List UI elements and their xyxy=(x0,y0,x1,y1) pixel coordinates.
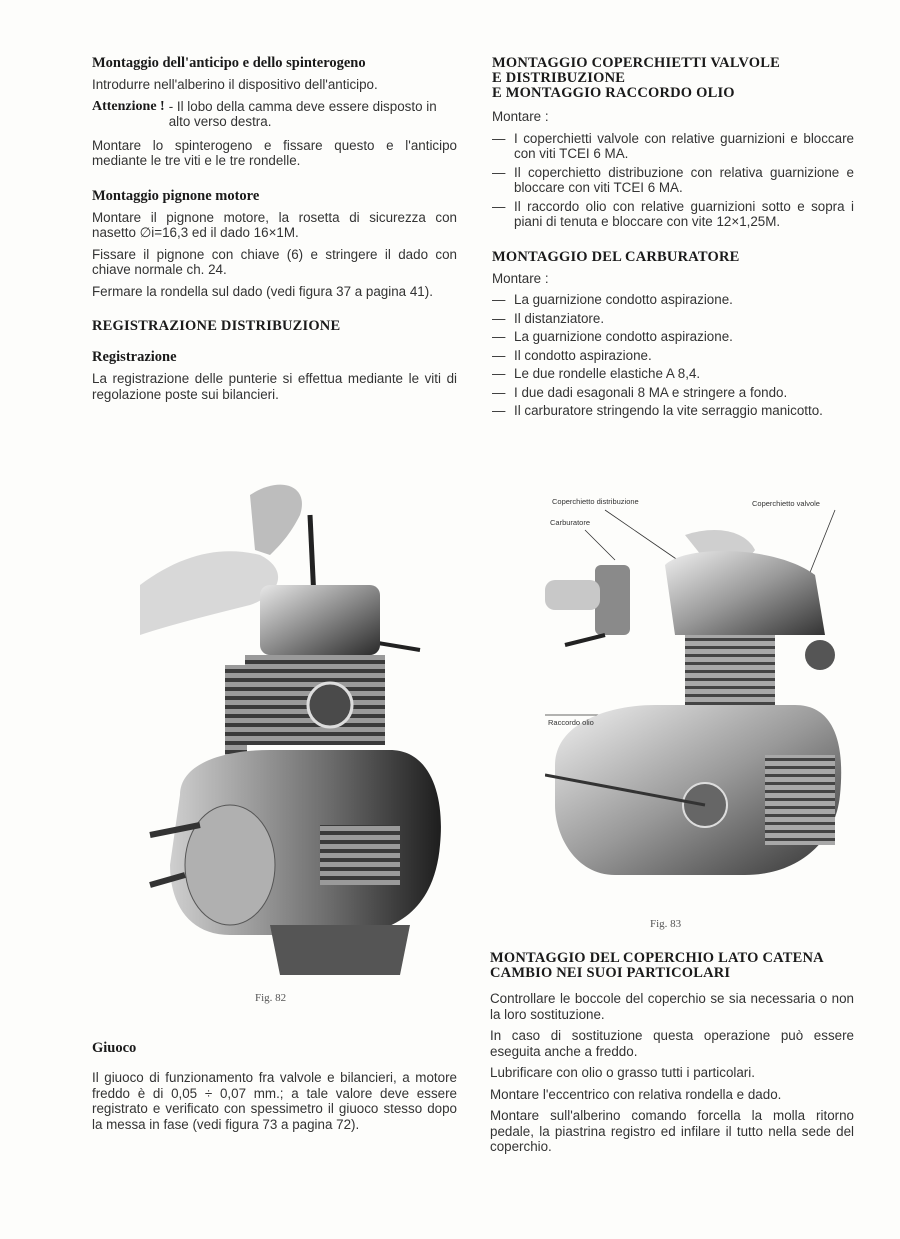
label-carburatore: Carburatore xyxy=(550,518,591,527)
paragraph: Fissare il pignone con chiave (6) e stringere il dado con chiave normale ch. 24. xyxy=(92,246,457,277)
section-title-coperchio-1: MONTAGGIO DEL COPERCHIO LATO CATENA xyxy=(490,950,824,966)
section-title-anticipo: Montaggio dell'anticipo e dello spinterogeno xyxy=(92,55,366,71)
list-item: — I due dadi esagonali 8 MA e stringere a fondo. xyxy=(492,385,854,401)
list-item: — Il coperchietto distribuzione con relativa guarnizione e bloccare con viti TCEI 6 MA. xyxy=(492,165,854,196)
right-column-bottom xyxy=(490,951,854,1161)
left-column-bottom xyxy=(92,1041,457,1138)
figure-82-caption: Fig. 82 xyxy=(255,992,287,1004)
right-column-top xyxy=(492,56,854,427)
figure-83-caption: Fig. 83 xyxy=(650,918,682,930)
attention-text: - Il lobo della camma deve essere disposto in alto verso destra. xyxy=(168,98,437,129)
list-carburatore xyxy=(492,292,854,419)
paragraph: Montare l'eccentrico con relativa rondella e dado. xyxy=(490,1086,782,1102)
list-item: — Le due rondelle elastiche A 8,4. xyxy=(492,366,854,382)
list-item: — Il carburatore stringendo la vite serraggio manicotto. xyxy=(492,403,854,419)
section-title-coperchietti-3: E MONTAGGIO RACCORDO OLIO xyxy=(492,85,735,101)
paragraph: Controllare le boccole del coperchio se sia necessaria o non la loro sostituzione. xyxy=(490,991,854,1022)
paragraph: Montare : xyxy=(492,270,549,286)
paragraph: Montare : xyxy=(492,109,549,124)
section-title-coperchietti-1: MONTAGGIO COPERCHIETTI VALVOLE xyxy=(492,55,780,71)
list-coperchietti xyxy=(492,131,854,230)
paragraph: La registrazione delle punterie si effettua mediante le viti di regolazione poste sui bilancieri. xyxy=(92,371,457,402)
paragraph: Il giuoco di funzionamento fra valvole e bilancieri, a motore freddo è di 0,05 ÷ 0,07 mm.; a tale valore deve essere registrato e verificato con spessimetro il giuoco stesso dopo la messa in fase (vedi figura 73 a pagina 72). xyxy=(92,1070,457,1132)
list-item: — Il condotto aspirazione. xyxy=(492,348,854,364)
list-item: — Il distanziatore. xyxy=(492,311,854,327)
section-title-registrazione: REGISTRAZIONE DISTRIBUZIONE xyxy=(92,318,341,334)
paragraph: In caso di sostituzione questa operazione può essere eseguita anche a freddo. xyxy=(490,1028,854,1059)
section-title-coperchio-2: CAMBIO NEI SUOI PARTICOLARI xyxy=(490,965,731,981)
paragraph: Fermare la rondella sul dado (vedi figura 37 a pagina 41). xyxy=(92,283,433,299)
label-coperchietto-valvole: Coperchietto valvole xyxy=(752,499,820,508)
engine-figure-82 xyxy=(140,475,450,985)
paragraph: Introdurre nell'alberino il dispositivo dell'anticipo. xyxy=(92,77,378,92)
attention-note xyxy=(92,99,457,130)
section-title-coperchietti-2: E DISTRIBUZIONE xyxy=(492,70,626,86)
paragraph: Montare il pignone motore, la rosetta di sicurezza con nasetto ∅i=16,3 ed il dado 16×1M. xyxy=(92,209,457,240)
list-item: — La guarnizione condotto aspirazione. xyxy=(492,292,854,308)
list-item: — La guarnizione condotto aspirazione. xyxy=(492,329,854,345)
section-title-pignone: Montaggio pignone motore xyxy=(92,187,260,204)
section-title-giuoco: Giuoco xyxy=(92,1040,137,1056)
engine-figure-83 xyxy=(545,505,845,905)
list-item: — Il raccordo olio con relative guarnizioni sotto e sopra i piani di tenuta e bloccare con vite 12×1,25M. xyxy=(492,199,854,230)
paragraph: Montare sull'alberino comando forcella la molla ritorno pedale, la piastrina registro ed infilare il tutto nella sede del coperchio. xyxy=(490,1108,854,1154)
attention-label: Attenzione ! xyxy=(92,98,165,114)
label-raccordo-olio: Raccordo olio xyxy=(548,718,594,727)
paragraph: Lubrificare con olio o grasso tutti i particolari. xyxy=(490,1065,755,1080)
list-item: — I coperchietti valvole con relative guarnizioni e bloccare con viti TCEI 6 MA. xyxy=(492,131,854,162)
paragraph: Montare lo spinterogeno e fissare questo e l'anticipo mediante le tre viti e le tre rondelle. xyxy=(92,137,457,168)
left-column-top xyxy=(92,56,457,408)
subsection-title: Registrazione xyxy=(92,349,177,365)
section-title-carburatore: MONTAGGIO DEL CARBURATORE xyxy=(492,248,740,265)
label-coperchietto-distribuzione: Coperchietto distribuzione xyxy=(552,497,639,506)
